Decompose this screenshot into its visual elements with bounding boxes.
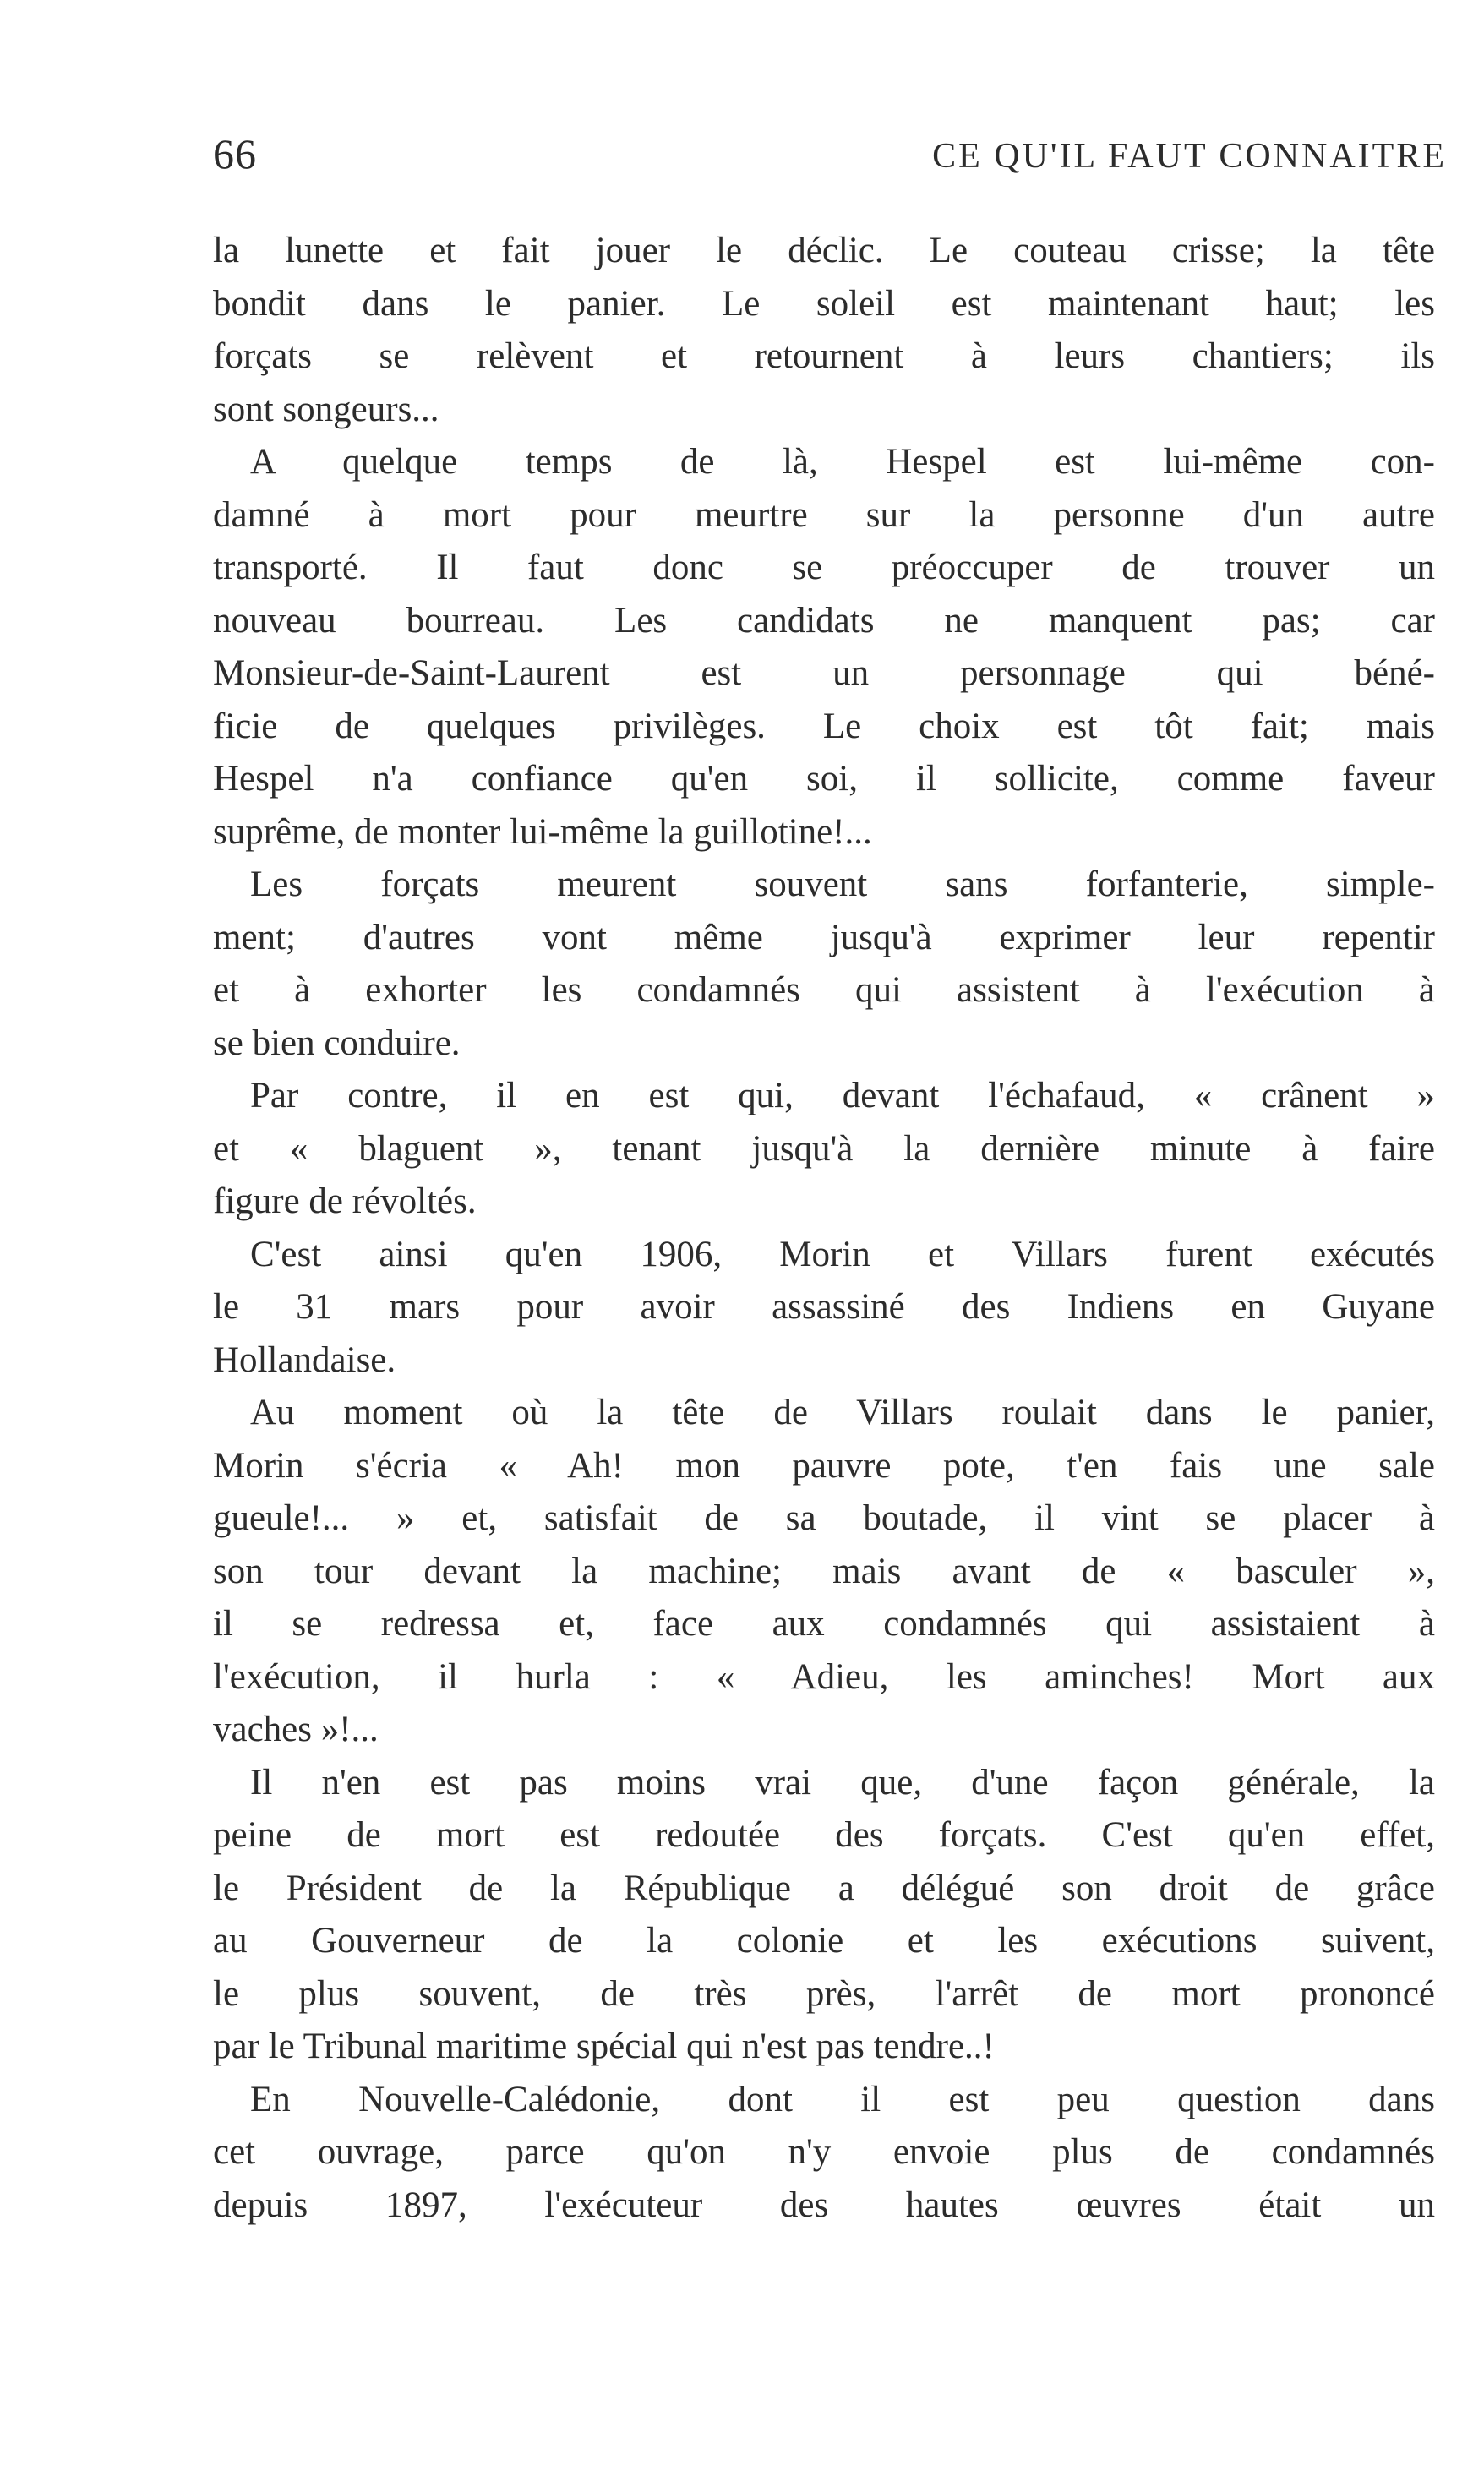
text-line: Il n'en est pas moins vrai que, d'une façon générale, la xyxy=(250,1762,1435,1803)
text-line: l'exécution, il hurla : « Adieu, les aminches! Mort aux xyxy=(213,1656,1435,1697)
text-line: Par contre, il en est qui, devant l'échafaud, « crânent » xyxy=(250,1076,1435,1115)
page-header xyxy=(213,125,1447,193)
text-line: ment; d'autres vont même jusqu'à exprimer leur repentir xyxy=(213,917,1435,957)
text-line: Morin s'écria « Ah! mon pauvre pote, t'en fais une sale xyxy=(213,1445,1435,1486)
text-line: damné à mort pour meurtre sur la personne d'un autre xyxy=(213,494,1435,535)
text-line: la lunette et fait jouer le déclic. Le couteau crisse; la tête xyxy=(213,231,1435,270)
text-line: et à exhorter les condamnés qui assistent à l'exécution à xyxy=(213,970,1435,1010)
text-line: transporté. Il faut donc se préoccuper de trouver un xyxy=(213,548,1435,587)
text-line: Monsieur-de-Saint-Laurent est un personnage qui béné- xyxy=(213,653,1435,693)
text-line: son tour devant la machine; mais avant de « basculer », xyxy=(213,1551,1435,1591)
text-line: le plus souvent, de très près, l'arrêt de mort prononcé xyxy=(213,1973,1435,2014)
text-line: Hollandaise. xyxy=(213,1339,396,1380)
text-line: sont songeurs... xyxy=(213,389,439,429)
text-line: figure de révoltés. xyxy=(213,1181,477,1221)
text-line: En Nouvelle-Calédonie, dont il est peu question dans xyxy=(250,2079,1435,2119)
page-number: 66 xyxy=(213,130,257,177)
text-line: et « blaguent », tenant jusqu'à la dernière minute à faire xyxy=(213,1128,1435,1169)
text-line: par le Tribunal maritime spécial qui n'est pas tendre..! xyxy=(213,2026,995,2066)
text-line: nouveau bourreau. Les candidats ne manquent pas; car xyxy=(213,600,1435,641)
text-line: peine de mort est redoutée des forçats. C'est qu'en effet, xyxy=(213,1815,1435,1855)
text-line: Hespel n'a confiance qu'en soi, il sollicite, comme faveur xyxy=(213,759,1435,799)
running-title: CE QU'IL FAUT CONNAITRE xyxy=(932,137,1447,176)
text-line: le Président de la République a délégué son droit de grâce xyxy=(213,1868,1435,1908)
text-line: vaches »!... xyxy=(213,1710,379,1749)
text-line: cet ouvrage, parce qu'on n'y envoie plus de condamnés xyxy=(213,2132,1435,2172)
text-line: gueule!... » et, satisfait de sa boutade, il vint se placer à xyxy=(213,1498,1435,1538)
text-line: bondit dans le panier. Le soleil est maintenant haut; les xyxy=(213,283,1435,324)
text-line: il se redressa et, face aux condamnés qui assistaient à xyxy=(213,1604,1435,1644)
text-line: depuis 1897, l'exécuteur des hautes œuvres était un xyxy=(213,2185,1435,2225)
text-line: suprême, de monter lui-même la guillotine!... xyxy=(213,811,872,852)
text-body xyxy=(213,225,1435,2232)
text-line: au Gouverneur de la colonie et les exécutions suivent, xyxy=(213,1921,1435,1961)
text-line: A quelque temps de là, Hespel est lui-même con- xyxy=(250,442,1435,482)
text-line: forçats se relèvent et retournent à leurs chantiers; ils xyxy=(213,336,1435,376)
text-line: C'est ainsi qu'en 1906, Morin et Villars furent exécutés xyxy=(250,1234,1435,1274)
text-line: Au moment où la tête de Villars roulait dans le panier, xyxy=(250,1393,1435,1432)
text-line: ficie de quelques privilèges. Le choix est tôt fait; mais xyxy=(213,706,1435,746)
text-line: Les forçats meurent souvent sans forfanterie, simple- xyxy=(250,865,1435,904)
text-line: se bien conduire. xyxy=(213,1023,461,1063)
text-line: le 31 mars pour avoir assassiné des Indiens en Guyane xyxy=(213,1287,1435,1327)
